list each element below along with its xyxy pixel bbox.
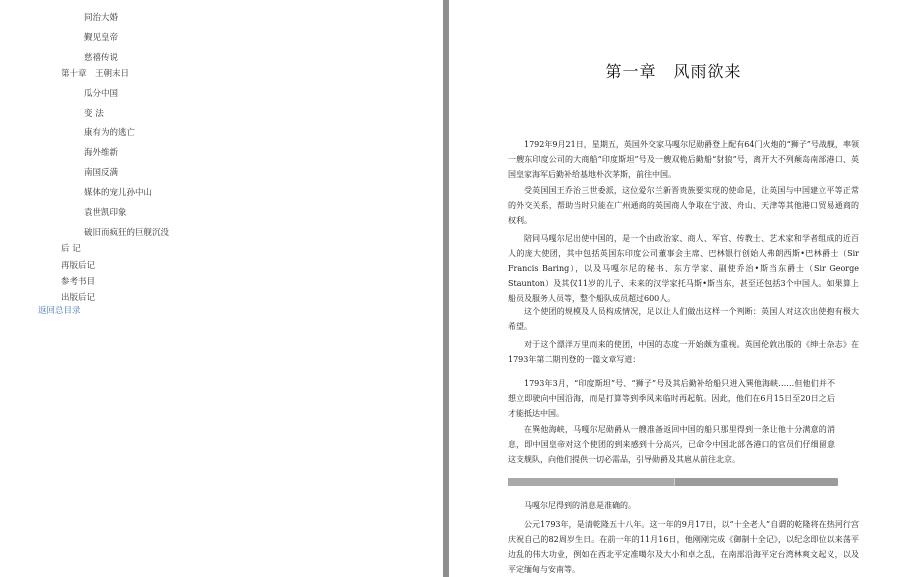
chapter-title: 第一章 风雨欲来 [605,62,742,81]
toc-item-bibliography[interactable]: 参考书目 [61,277,96,287]
toc-item-cixi-legend[interactable]: 慈禧传说 [84,53,119,63]
toc-item-southern-anti-manchu[interactable]: 南国反满 [84,168,119,178]
toc-item-tongzhi-wedding[interactable]: 同治大婚 [84,13,119,23]
toc-item-kang-escape[interactable]: 康有为的逃亡 [84,128,136,138]
toc-item-afterword[interactable]: 后 记 [61,244,81,254]
back-to-main-toc-link[interactable]: 返回总目录 [38,306,81,316]
chapter-page [449,0,898,577]
toc-item-yuan-shikai[interactable]: 袁世凯印象 [84,208,127,218]
toc-page [0,0,443,577]
toc-item-chapter-10[interactable]: 第十章 王朝末日 [61,69,130,79]
paragraph: 马嘎尔尼得到的消息是准确的。 [524,501,636,510]
toc-item-audience-emperor[interactable]: 觐见皇帝 [84,33,119,43]
paragraph: 1792年9月21日，星期五，英国外交家马嘎尔尼勋爵登上配有64门火炮的“狮子”号战舰，率领一艘东印度公司的大商船“印度斯坦”号及一艘双桅后勤船“豺狼”号，离开大不列颠岛南部港口、英国皇家海军后勤补给基地朴次茅斯，前往中国。 [508,140,859,179]
paragraph: 这个使团的规模及人员构成情况，足以让人们做出这样一个判断：英国人对这次出使抱有极大希望。 [508,307,859,331]
toc-item-partition-china[interactable]: 瓜分中国 [84,89,119,99]
block-quote: 1793年3月，“印度斯坦”号、“狮子”号及其后勤补给船只进入巽他海峡……但他们并不想立即驶向中国沿海，而是打算等到季风来临时再起航。因此，他们在6月15日至20日之后才能抵达中国。 [508,379,835,418]
toc-item-overseas-reform[interactable]: 海外维新 [84,148,119,158]
scrollbar-thumb[interactable] [508,478,675,486]
paragraph: 受英国国王乔治三世委派，这位爱尔兰新晋贵族要实现的使命是，让英国与中国建立平等正常的外交关系，帮助当时只能在广州通商的英国商人争取在宁波、舟山、天津等其他港口贸易通商的权利。 [508,186,859,225]
paragraph: 陪同马嘎尔尼出使中国的，是一个由政治家、商人、军官、传教士、艺术家和学者组成的近百人的庞大使团，其中包括英国东印度公司董事会主席、巴林银行创始人弗朗西斯•巴林爵士（Sir Francis Baring），以及马嘎尔尼的秘书、东方学家、副使乔治•斯当东爵士（Sir George Staunton）及其仅11岁的儿子、未来的汉学家托马斯•斯当东，甚至还包括3个中国人。如果算上船员及服务人员等，整个船队成员超过600人。 [508,234,859,303]
toc-item-publisher-afterword[interactable]: 出版后记 [61,293,96,303]
horizontal-scrollbar[interactable] [508,478,838,486]
paragraph: 公元1793年，是清乾隆五十八年。这一年的9月17日，以“十全老人”自谓的乾隆将在热河行宫庆祝自己的82周岁生日。在前一年的11月16日，他刚刚完成《御制十全记》，以纪念即位以来荡平边乱的伟大功业，例如在西北平定准噶尔及大小和卓之乱，在南部沿海平定台湾林爽文起义，以及平定缅甸与安南等。 [508,520,859,574]
paragraph: 对于这个漂洋万里而来的使团，中国的态度一开始颇为重视。英国伦敦出版的《绅士杂志》在1793年第二期刊登的一篇文章写道： [508,340,859,364]
toc-item-sun-yatsen[interactable]: 媒体的宠儿孙中山 [84,188,153,198]
block-quote: 在巽他海峡，马嘎尔尼勋爵从一艘准备返回中国的船只那里得到一条让他十分满意的消息，即中国皇帝对这个使团的到来感到十分高兴，已命令中国北部各港口的官员们仔细留意这支舰队，向他们提供一切必需品，引导勋爵及其扈从前往北京。 [508,425,835,464]
toc-item-reform[interactable]: 变 法 [84,109,104,119]
toc-item-reprint-afterword[interactable]: 再版后记 [61,261,96,271]
toc-item-battleship-sinking[interactable]: 破旧而疯狂的巨舰沉没 [84,228,170,238]
